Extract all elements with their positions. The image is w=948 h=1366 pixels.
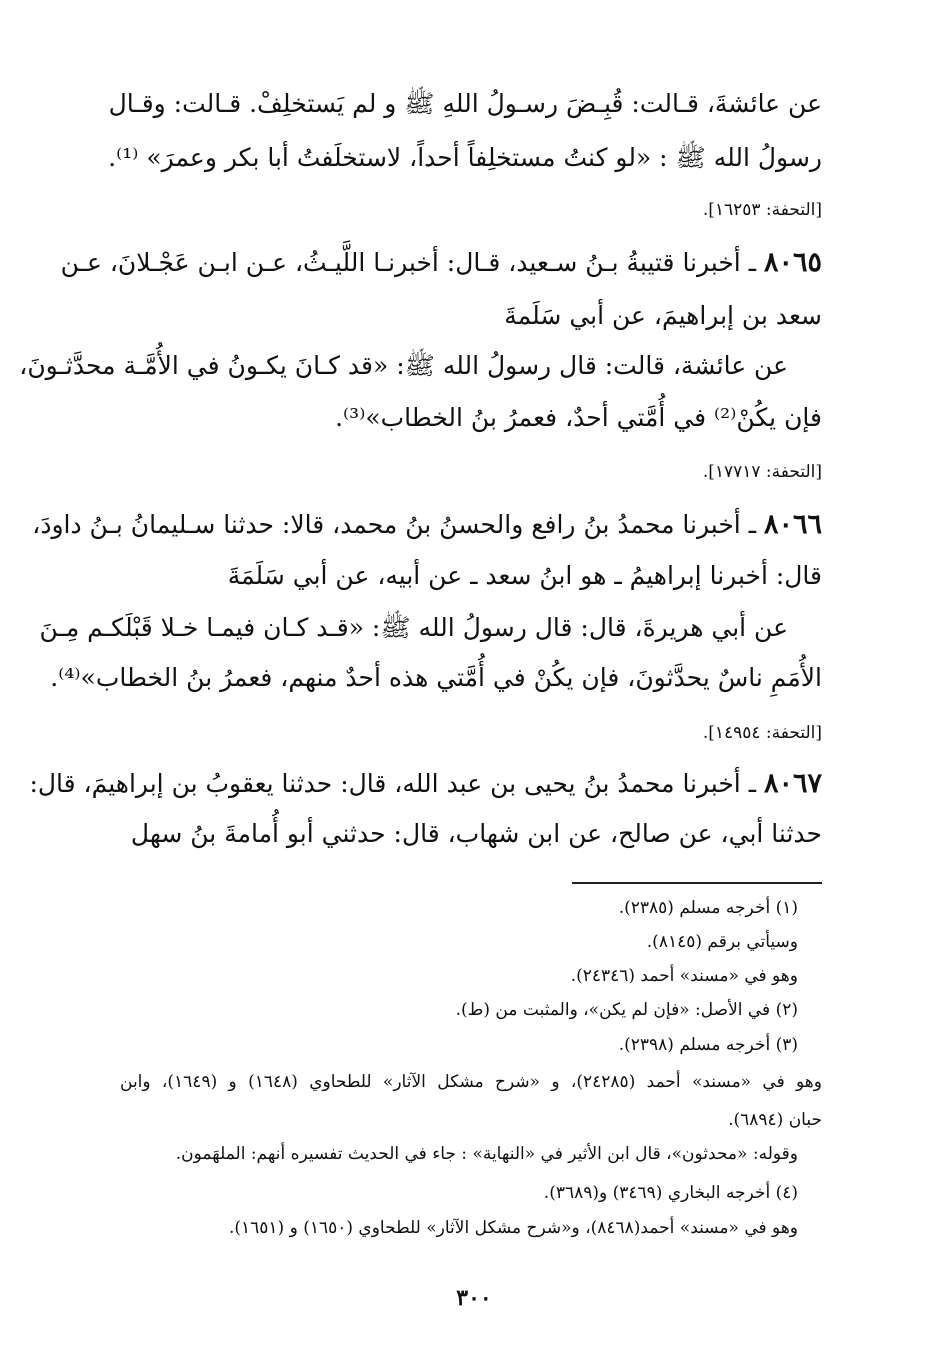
hadith-8064-line-1: عن عائشةَ، قـالت: قُبِـضَ رسـولُ اللهِ ﷺ و لم يَستخلِفْ. قـالت: وقـال <box>108 89 822 118</box>
hadith-8067-isnad-line-1 <box>29 766 822 802</box>
page-number: ٣٠٠ <box>456 1285 492 1311</box>
hadith-8064-line-2: رسولُ الله ﷺ : «لو كنتُ مستخلِفاً أحداً، لاستخلَفتُ أبا بكر وعمرَ» ⁽¹⁾. <box>108 143 822 172</box>
hadith-text: ـ أخبرنا قتيبةُ بـنُ سـعيد، قـال: أخبرنـا اللَّيـثُ، عـن ابـن عَجْـلانَ، عـن <box>60 248 757 277</box>
footnote-1-musnad: وهو في «مسند» أحمد (٢٤٣٤٦). <box>570 966 798 986</box>
footnote-4-source: (٤) أخرجه البخاري (٣٤٦٩) و(٣٦٨٩). <box>543 1183 798 1203</box>
hadith-8067-isnad-line-2: حدثنا أبي، عن صالح، عن ابن شهاب، قال: حدثني أبو أُمامةَ بنُ سهل <box>130 819 822 848</box>
footnote-3-musnad: وهو في «مسند» أحمد (٢٤٢٨٥)، و «شرح مشكل الآثار» للطحاوي (١٦٤٨) و (١٦٤٩)، وابن <box>120 1072 822 1092</box>
footnote-separator <box>572 882 822 884</box>
tuhfa-ref-8065: [التحفة: ١٧٧١٧]. <box>702 462 822 482</box>
footnote-4-musnad: وهو في «مسند» أحمد(٨٤٦٨)، و«شرح مشكل الآثار» للطحاوي (١٦٥٠) و (١٦٥١). <box>228 1218 798 1238</box>
hadith-number: ٨٠٦٦ <box>763 509 822 540</box>
hadith-8065-matn-line-1: عن عائشة، قالت: قال رسولُ الله ﷺ: «قد كـانَ يكـونُ في الأُمَّـة محدَّثـونَ، <box>19 351 788 380</box>
tuhfa-ref-8064: [التحفة: ١٦٢٥٣]. <box>702 200 822 220</box>
hadith-8066-isnad-line-1 <box>32 507 822 543</box>
footnote-1-crossref: وسيأتي برقم (٨١٤٥). <box>646 932 798 952</box>
footnote-3-source: (٣) أخرجه مسلم (٢٣٩٨). <box>618 1035 798 1055</box>
hadith-8065-matn-line-2: فإن يكُنْ⁽²⁾ في أُمَّتي أحدٌ، فعمرُ بنُ الخطاب»⁽³⁾. <box>335 403 822 432</box>
hadith-8065-isnad-line-1 <box>60 245 822 281</box>
footnote-3-explanation: وقوله: «محدثون»، قال ابن الأثير في «النهاية» : جاء في الحديث تفسيره أنهم: الملهَمون. <box>175 1144 798 1164</box>
hadith-number: ٨٠٦٥ <box>763 247 822 278</box>
hadith-text: ـ أخبرنا محمدُ بنُ رافع والحسنُ بنُ محمد، قالا: حدثنا سـليمانُ بـنُ داودَ، <box>32 510 757 539</box>
footnote-2: (٢) في الأصل: «فإن لم يكن»، والمثبت من (ط). <box>455 1000 798 1020</box>
hadith-8066-matn-line-1: عن أبي هريرةَ، قال: قال رسولُ الله ﷺ: «قـد كـان فيمـا خـلا قَبْلَكـم مِـنَ <box>39 613 788 642</box>
hadith-text: ـ أخبرنا محمدُ بنُ يحيى بن عبد الله، قال: حدثنا يعقوبُ بن إبراهيمَ، قال: <box>29 769 757 798</box>
hadith-8066-isnad-line-2: قال: أخبرنا إبراهيمُ ـ هو ابنُ سعد ـ عن أبيه، عن أبي سَلَمَةَ <box>227 561 822 590</box>
footnote-1-source: (١) أخرجه مسلم (٢٣٨٥). <box>618 898 798 918</box>
hadith-number: ٨٠٦٧ <box>763 768 822 799</box>
tuhfa-ref-8066: [التحفة: ١٤٩٥٤]. <box>702 723 822 743</box>
footnote-3-ibn-hibban: حبان (٦٨٩٤). <box>728 1110 822 1130</box>
hadith-8066-matn-line-2: الأُمَمِ ناسٌ يحدَّثونَ، فإن يكُنْ في أُمَّتي هذه أحدٌ منهم، فعمرُ بنُ الخطاب»⁽⁴⁾. <box>50 663 822 692</box>
hadith-8065-isnad-line-2: سعد بن إبراهيمَ، عن أبي سَلَمةَ <box>504 301 822 330</box>
